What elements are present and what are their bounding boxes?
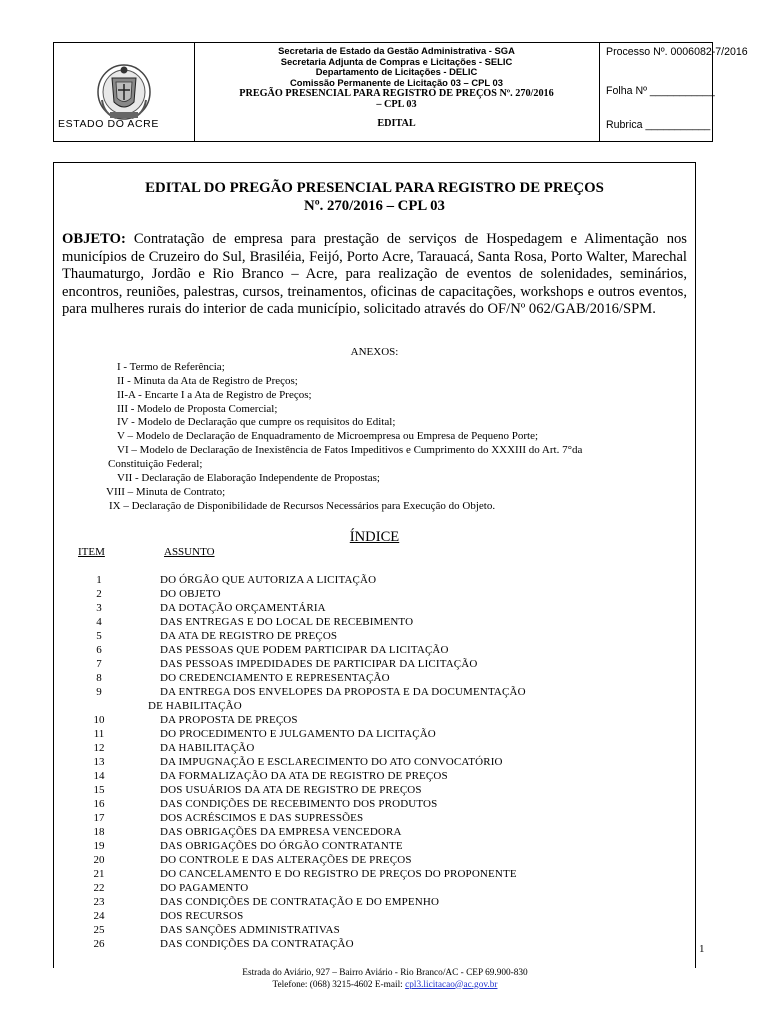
anexo-item: II-A - Encarte I a Ata de Registro de Preços; bbox=[117, 389, 312, 401]
footer-email-link[interactable]: cpl3.licitacao@ac.gov.br bbox=[405, 979, 498, 990]
index-item-number: 23 bbox=[93, 896, 105, 908]
anexo-item: II - Minuta da Ata de Registro de Preços; bbox=[117, 375, 298, 387]
index-item-subject: DA IMPUGNAÇÃO E ESCLARECIMENTO DO ATO CONVOCATÓRIO bbox=[160, 756, 503, 768]
header-line-delic: Departamento de Licitações - DELIC bbox=[315, 66, 478, 78]
document-title-line2: Nº. 270/2016 – CPL 03 bbox=[304, 198, 445, 214]
header-pregao-line2: – CPL 03 bbox=[376, 99, 417, 111]
page-number: 1 bbox=[699, 943, 705, 955]
rubrica-field: Rubrica ___________ bbox=[606, 119, 711, 131]
header-line-sga: Secretaria de Estado da Gestão Administrativa - SGA bbox=[278, 45, 515, 56]
header-line-selic: Secretaria Adjunta de Compras e Licitações - SELIC bbox=[280, 55, 513, 67]
index-item-number: 16 bbox=[93, 798, 105, 810]
index-item-number: 15 bbox=[93, 784, 105, 796]
objeto-label: OBJETO: bbox=[62, 231, 126, 247]
logo-caption: ESTADO DO ACRE bbox=[58, 118, 159, 130]
index-item-subject: DAS OBRIGAÇÕES DO ÓRGÃO CONTRATANTE bbox=[160, 840, 403, 852]
folha-field: Folha Nº ___________ bbox=[606, 85, 715, 97]
anexo-item: V – Modelo de Declaração de Enquadramento de Microempresa ou Empresa de Pequeno Porte; bbox=[117, 430, 539, 442]
index-item-subject: DE HABILITAÇÃO bbox=[148, 700, 242, 712]
index-item-subject: DA DOTAÇÃO ORÇAMENTÁRIA bbox=[160, 602, 326, 614]
anexo-item: III - Modelo de Proposta Comercial; bbox=[117, 403, 278, 415]
index-item-subject: DOS ACRÉSCIMOS E DAS SUPRESSÕES bbox=[160, 812, 364, 824]
index-item-subject: DO OBJETO bbox=[160, 588, 221, 600]
index-item-number: 8 bbox=[96, 672, 102, 684]
index-item-number: 12 bbox=[93, 742, 105, 754]
index-item-number: 25 bbox=[93, 924, 105, 936]
logo-cell bbox=[54, 43, 194, 141]
index-item-number: 18 bbox=[93, 826, 105, 838]
index-item-subject: DO CREDENCIAMENTO E REPRESENTAÇÃO bbox=[160, 672, 390, 684]
index-item-number: 17 bbox=[93, 812, 105, 824]
index-item-number: 21 bbox=[93, 868, 105, 880]
index-item-subject: DA ATA DE REGISTRO DE PREÇOS bbox=[160, 630, 338, 642]
index-item-number: 1 bbox=[96, 574, 102, 586]
acre-coat-of-arms-logo bbox=[94, 60, 154, 122]
index-item-subject: DAS OBRIGAÇÕES DA EMPRESA VENCEDORA bbox=[160, 826, 402, 838]
index-item-number: 3 bbox=[96, 602, 102, 614]
header-right bbox=[600, 43, 748, 141]
index-item-subject: DO CONTROLE E DAS ALTERAÇÕES DE PREÇOS bbox=[160, 854, 412, 866]
index-item-number: 2 bbox=[96, 588, 102, 600]
index-item-subject: DAS CONDIÇÕES DA CONTRATAÇÃO bbox=[160, 938, 354, 950]
index-item-subject: DAS PESSOAS QUE PODEM PARTICIPAR DA LICITAÇÃO bbox=[160, 644, 449, 656]
objeto-text: Contratação de empresa para prestação de serviços de Hospedagem e Alimentação nos municípios de Cruzeiro do Sul, Brasiléia, Feijó, Porto Acre, Tarauacá, Santa Rosa, Porto Walter, Marechal Thaumaturgo, Jordão e Rio Branco – Acre, para realização de eventos de solenidades, seminários, encontros, reuniões, palestras, cursos, treinamentos, oficinas de capacitações, workshops e outros eventos, para mulheres rurais do interior de cada município, solicitado através do OF/Nº 062/GAB/2016/SPM. bbox=[62, 231, 687, 318]
anexo-item: IX – Declaração de Disponibilidade de Recursos Necessários para Execução do Objeto. bbox=[109, 500, 496, 512]
index-item-number: 6 bbox=[96, 644, 102, 656]
indice-title: ÍNDICE bbox=[349, 529, 400, 545]
index-item-number: 5 bbox=[96, 630, 102, 642]
document-header bbox=[53, 42, 748, 142]
index-item-number: 11 bbox=[93, 728, 105, 740]
footer bbox=[0, 968, 770, 991]
index-item-number: 26 bbox=[93, 938, 105, 950]
index-item-subject: DA ENTREGA DOS ENVELOPES DA PROPOSTA E DA DOCUMENTAÇÃO bbox=[160, 686, 526, 698]
document-title-line1: EDITAL DO PREGÃO PRESENCIAL PARA REGISTRO DE PREÇOS bbox=[145, 180, 604, 196]
footer-address: Estrada do Aviário, 927 – Bairro Aviário - Rio Branco/AC - CEP 69.900-830 bbox=[242, 968, 528, 978]
index-item-subject: DAS PESSOAS IMPEDIDADES DE PARTICIPAR DA LICITAÇÃO bbox=[160, 658, 478, 670]
header-pregao-line1: PREGÃO PRESENCIAL PARA REGISTRO DE PREÇOS Nº. 270/2016 bbox=[239, 88, 554, 100]
index-item-number: 20 bbox=[93, 854, 105, 866]
index-item-subject: DAS SANÇÕES ADMINISTRATIVAS bbox=[160, 924, 340, 936]
index-item-number: 13 bbox=[93, 756, 105, 768]
anexo-item: Constituição Federal; bbox=[108, 458, 203, 470]
index-item-subject: DO ÓRGÃO QUE AUTORIZA A LICITAÇÃO bbox=[160, 574, 377, 586]
index-item-subject: DO CANCELAMENTO E DO REGISTRO DE PREÇOS DO PROPONENTE bbox=[160, 868, 517, 880]
index-item-subject: DA HABILITAÇÃO bbox=[160, 742, 255, 754]
anexo-item: IV - Modelo de Declaração que cumpre os requisitos do Edital; bbox=[117, 416, 396, 428]
header-line-cpl: Comissão Permanente de Licitação 03 – CPL 03 bbox=[290, 76, 503, 88]
anexo-item: VII - Declaração de Elaboração Independente de Propostas; bbox=[117, 472, 380, 484]
index-item-subject: DO PAGAMENTO bbox=[160, 882, 249, 894]
anexo-item: VI – Modelo de Declaração de Inexistência de Fatos Impeditivos e Cumprimento do XXXIII do Art. 7°da bbox=[117, 444, 583, 456]
index-item-number: 4 bbox=[96, 616, 102, 628]
column-header-item: ITEM bbox=[78, 546, 105, 558]
anexo-item: I - Termo de Referência; bbox=[117, 361, 225, 373]
index-item-number: 7 bbox=[96, 658, 102, 670]
index-item-number: 19 bbox=[93, 840, 105, 852]
column-header-assunto: ASSUNTO bbox=[164, 546, 215, 558]
header-center bbox=[195, 43, 598, 141]
index-item-subject: DA FORMALIZAÇÃO DA ATA DE REGISTRO DE PREÇOS bbox=[160, 770, 448, 782]
footer-phone: Telefone: (068) 3215-4602 E-mail: bbox=[272, 979, 403, 990]
anexo-item: VIII – Minuta de Contrato; bbox=[106, 486, 226, 498]
index-item-number: 22 bbox=[93, 882, 105, 894]
index-item-subject: DAS ENTREGAS E DO LOCAL DE RECEBIMENTO bbox=[160, 616, 414, 628]
index-item-subject: DAS CONDIÇÕES DE RECEBIMENTO DOS PRODUTOS bbox=[160, 798, 438, 810]
index-item-number: 9 bbox=[96, 686, 102, 698]
footer-contact bbox=[0, 980, 770, 992]
anexos-title: ANEXOS: bbox=[350, 346, 399, 358]
header-edital: EDITAL bbox=[377, 118, 416, 130]
index-item-subject: DOS USUÁRIOS DA ATA DE REGISTRO DE PREÇOS bbox=[160, 784, 422, 796]
index-item-number: 24 bbox=[93, 910, 105, 922]
processo-number: Processo Nº. 0006082-7/2016 bbox=[606, 46, 748, 58]
index-item-subject: DO PROCEDIMENTO E JULGAMENTO DA LICITAÇÃO bbox=[160, 728, 436, 740]
index-item-number: 10 bbox=[93, 714, 105, 726]
index-item-subject: DOS RECURSOS bbox=[160, 910, 244, 922]
objeto-paragraph bbox=[62, 231, 687, 319]
index-item-number: 14 bbox=[93, 770, 105, 782]
index-item-subject: DA PROPOSTA DE PREÇOS bbox=[160, 714, 298, 726]
index-item-subject: DAS CONDIÇÕES DE CONTRATAÇÃO E DO EMPENHO bbox=[160, 896, 440, 908]
